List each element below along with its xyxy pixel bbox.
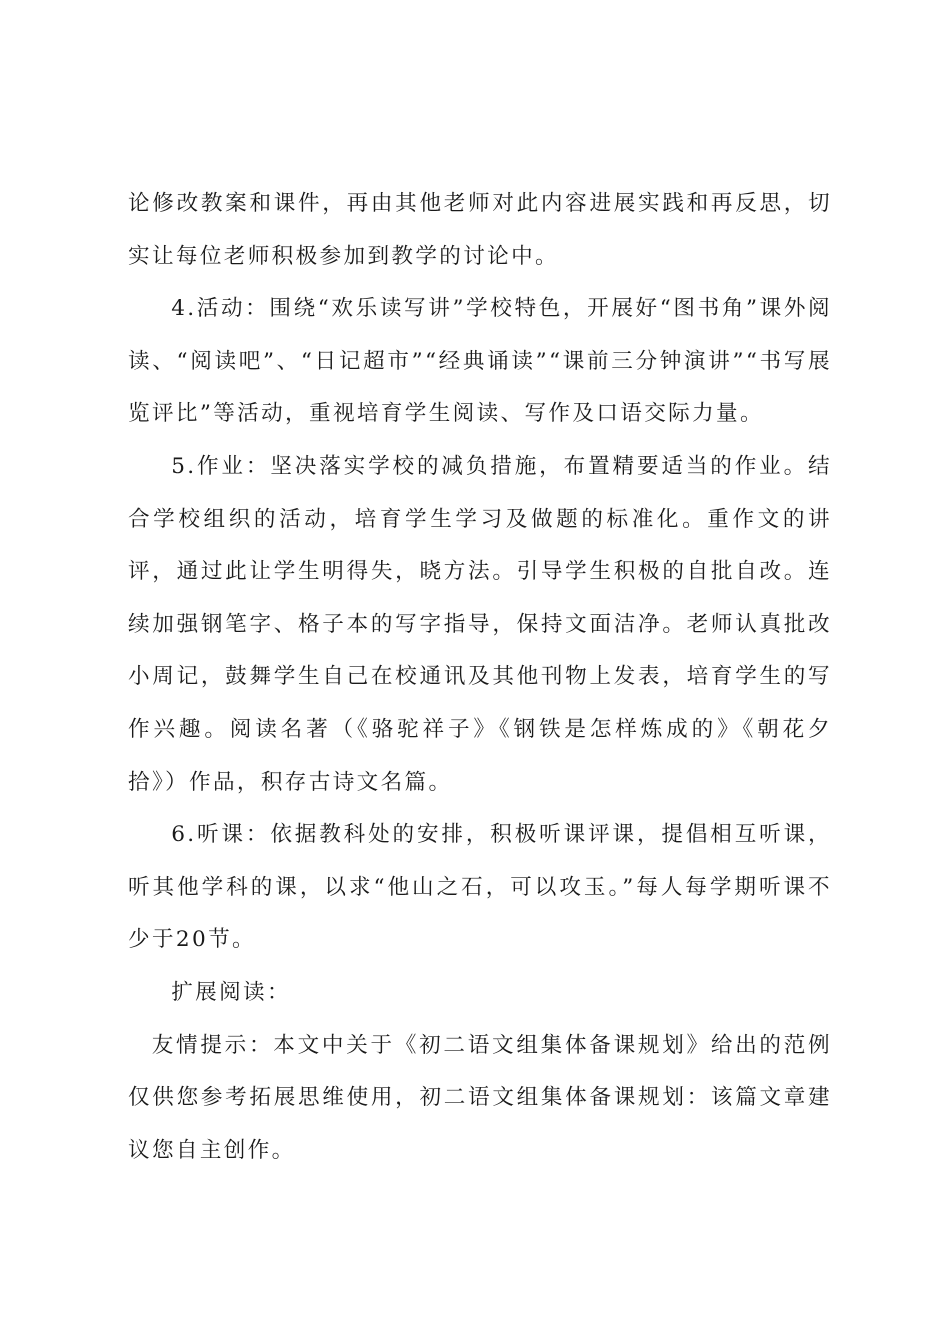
paragraph-activities: 4.活动：围绕“欢乐读写讲”学校特色，开展好“图书角”课外阅读、“阅读吧”、“日记超市”“经典诵读”“课前三分钟演讲”“书写展览评比”等活动，重视培育学生阅读、写作及口语交际力量。 xyxy=(128,296,832,427)
paragraph-homework: 5.作业：坚决落实学校的减负措施，布置精要适当的作业。结合学校组织的活动，培育学生学习及做题的标准化。重作文的讲评，通过此让学生明得失，晓方法。引导学生积极的自批自改。连续加强钢笔字、格子本的写字指导，保持文面洁净。老师认真批改小周记，鼓舞学生自己在校通讯及其他刊物上发表，培育学生的写作兴趣。阅读名著（《骆驼祥子》《钢铁是怎样炼成的》《朝花夕拾》）作品，积存古诗文名篇。 xyxy=(128,453,832,795)
paragraph-continued: 论修改教案和课件，再由其他老师对此内容进展实践和再反思，切实让每位老师积极参加到教学的讨论中。 xyxy=(128,191,832,269)
paragraph-lesson-observation: 6.听课：依据教科处的安排，积极听课评课，提倡相互听课，听其他学科的课，以求“他山之石，可以攻玉。”每人每学期听课不少于20节。 xyxy=(128,822,832,953)
document-page xyxy=(128,178,832,1177)
page-bottom-margin xyxy=(0,1310,950,1311)
extended-reading-heading: 扩展阅读： xyxy=(171,979,291,1005)
friendly-tip-paragraph: 友情提示：本文中关于《初二语文组集体备课规划》给出的范例仅供您参考拓展思维使用，初二语文组集体备课规划：该篇文章建议您自主创作。 xyxy=(128,1032,832,1163)
